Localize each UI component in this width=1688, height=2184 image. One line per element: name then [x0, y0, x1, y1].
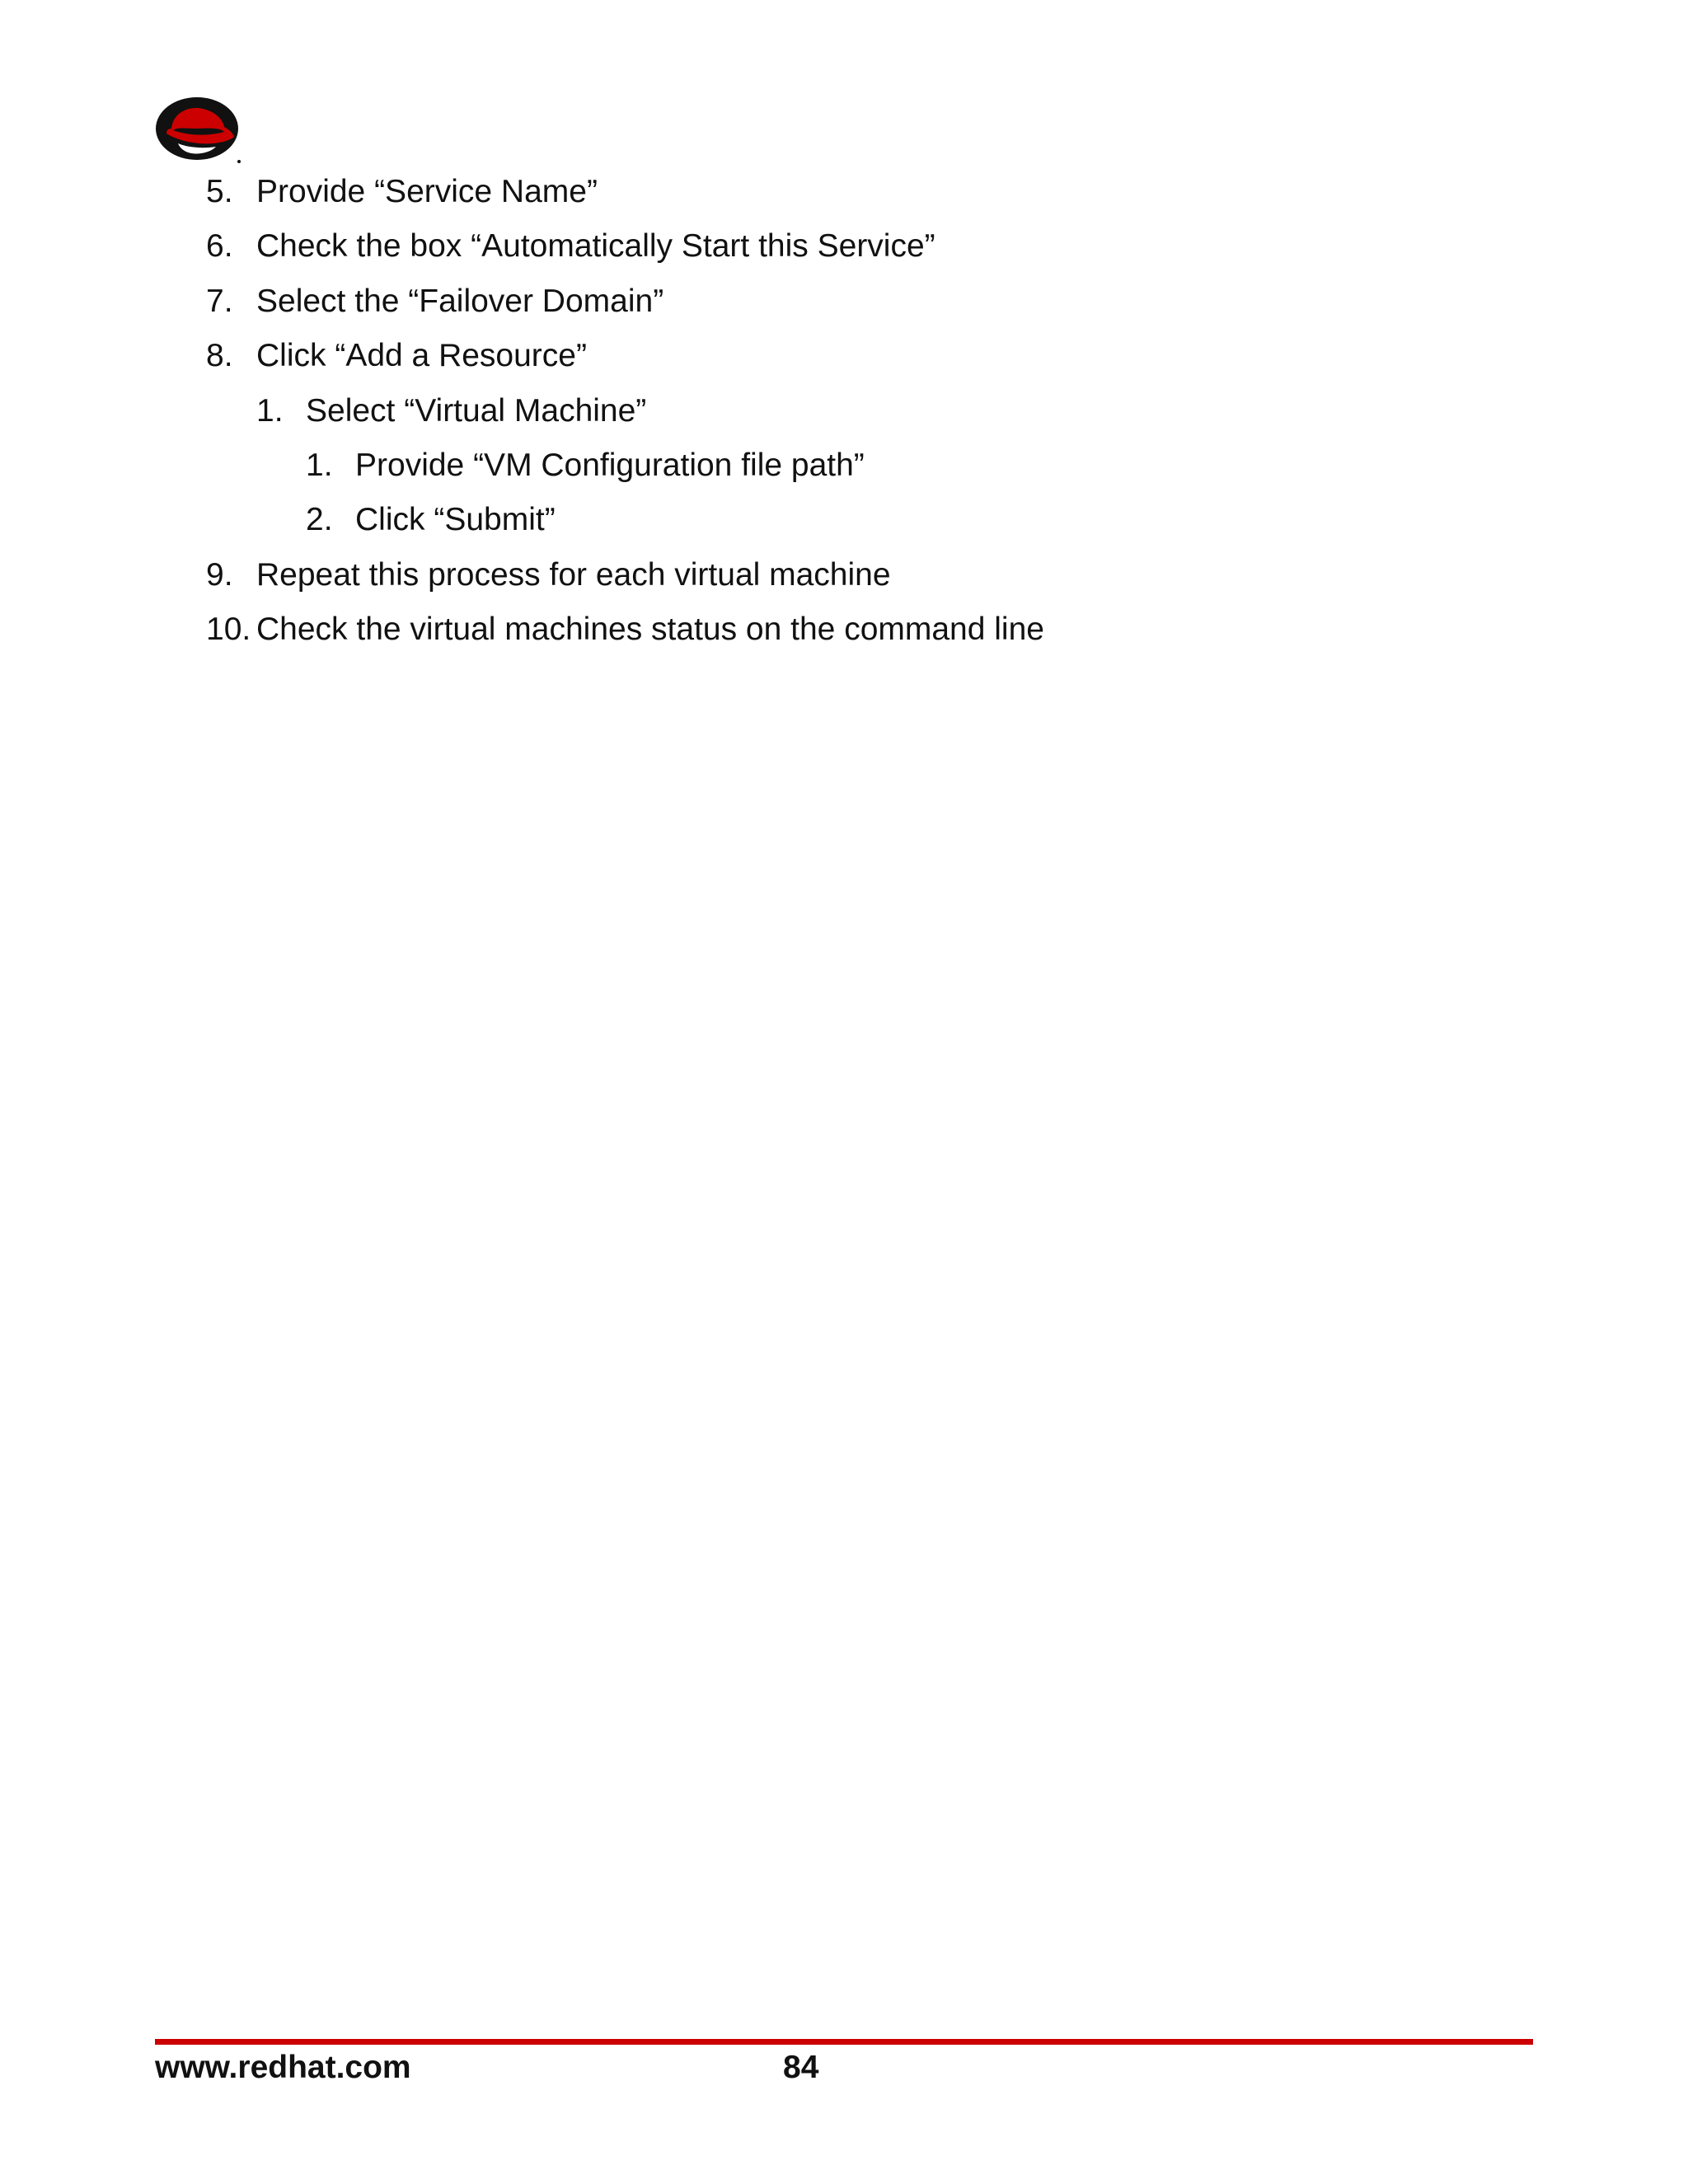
step-number: 6.: [206, 228, 233, 265]
step-number: 8.: [206, 338, 233, 374]
step-number: 1.: [306, 447, 333, 483]
step-number: 7.: [206, 283, 233, 319]
procedure-steps-list: [206, 165, 1525, 658]
step-text: Provide “VM Configuration file path”: [355, 447, 865, 483]
list-item: [206, 219, 1525, 274]
step-number: 9.: [206, 556, 233, 593]
step-text: Provide “Service Name”: [256, 174, 598, 209]
step-text: Repeat this process for each virtual machine: [256, 556, 891, 593]
step-text: Click “Add a Resource”: [256, 338, 587, 374]
list-item: [206, 548, 1525, 602]
list-item-nested: [206, 438, 1525, 493]
list-item: [206, 274, 1525, 329]
step-number: 10.: [206, 612, 251, 648]
list-item: [206, 602, 1525, 657]
list-item-nested: [206, 384, 1525, 438]
footer-website-link[interactable]: www.redhat.com: [155, 2050, 411, 2085]
step-text: Check the virtual machines status on the command line: [256, 612, 1044, 648]
footer-divider: [155, 2039, 1533, 2045]
step-text: Select “Virtual Machine”: [306, 392, 647, 429]
step-text: Check the box “Automatically Start this Service”: [256, 228, 935, 265]
list-item-nested: [206, 493, 1525, 547]
step-text: Click “Submit”: [355, 502, 556, 538]
list-item: [206, 165, 1525, 219]
page-number: 84: [783, 2050, 819, 2085]
step-number: 1.: [256, 392, 284, 429]
list-item: [206, 329, 1525, 383]
step-number: 5.: [206, 174, 233, 209]
step-text: Select the “Failover Domain”: [256, 283, 664, 319]
red-hat-shadowman-icon: [153, 96, 246, 168]
step-number: 2.: [306, 502, 333, 538]
